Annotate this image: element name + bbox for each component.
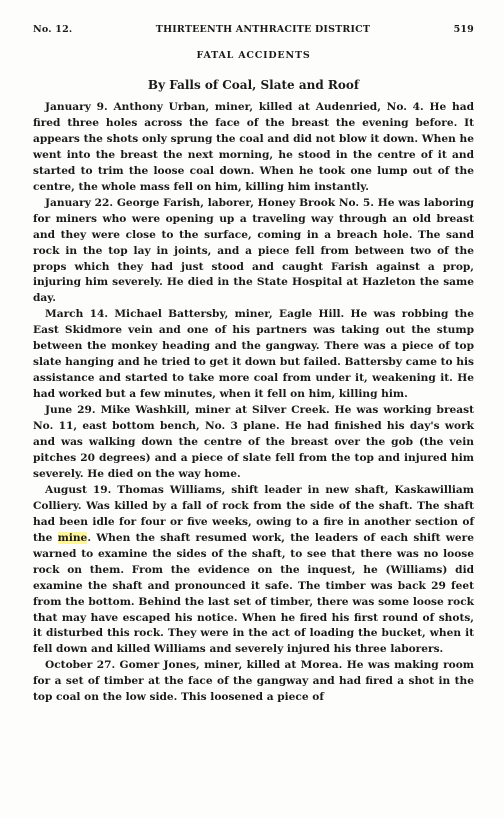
paragraph-washkill: June 29. Mike Washkill, miner at Silver Creek. He was working breast No. 11, east bottom bench, No. 3 plane. He had finished his day's work and was walking down the centre of the breast over the gob (the vein pitches 20 degrees) and a piece of slate fell from the top and injured him severely. He died on the way home. [33,404,474,480]
paragraph-urban: January 9. Anthony Urban, miner, killed at Audenried, No. 4. He had fired three holes across the face of the breast the evening before. It appears the shots only sprung the coal and did not blow it down. When he went into the breast the next morning, he stood in the centre of it and started to trim the loose coal down. When he took one lump out of the centre, the whole mass fell on him, killing him instantly. [33,101,474,193]
paragraph-williams-before: August 19. Thomas Williams, shift leader in new shaft, Kaskawilliam Colliery. Was killed by a fall of rock from the side of the shaft. The shaft had been idle for four or five weeks, owing to a fire in another section of the [33,483,474,544]
highlighted-word: mine [57,531,88,544]
page-number: 519 [453,24,474,35]
paragraph-williams-after: . When the shaft resumed work, the leaders of each shift were warned to examine the sides of the shaft, to see that there was no loose rock on them. From the evidence on the inquest, he (Williams) did examine the shaft and pronounced it safe. The timber was back 29 feet from the bottom. Behind the last set of timber, there was some loose rock that may have escaped his notice. When he fired his first round of shots, it disturbed this rock. They were in the act of loading the bucket, when it fell down and killed Williams and severely injured his three laborers. [33,531,474,656]
running-header [33,24,474,40]
subsection-title: By Falls of Coal, Slate and Roof [147,78,360,92]
section-title: FATAL ACCIDENTS [196,50,311,61]
paragraph-battersby: March 14. Michael Battersby, miner, Eagle Hill. He was robbing the East Skidmore vein and one of his partners was taking out the stump between the monkey heading and the gangway. There was a piece of top slate hanging and he tried to get it down but failed. Battersby came to his assistance and started to take more coal from under it, weakening it. He had worked but a few minutes, when it fell on him, killing him. [33,308,474,401]
paragraph-jones: October 27. Gomer Jones, miner, killed at Morea. He was making room for a set of timber at the face of the gangway and had fired a shot in the top coal on the low side. This loosened a piece of [33,659,474,704]
issue-number: No. 12. [33,24,73,35]
paragraph-farish: January 22. George Farish, laborer, Honey Brook No. 5. He was laboring for miners who were opening up a traveling way through an old breast and they were close to the surface, coming in a breach hole. The sand rock in the top lay in joints, and a piece fell from between two of the props which they had just stood and caught Farish against a prop, injuring him severely. He died in the State Hospital at Hazleton the same day. [33,196,474,305]
paragraph-williams [33,483,474,658]
district-title: THIRTEENTH ANTHRACITE DISTRICT [155,24,371,35]
article-body [33,100,474,706]
